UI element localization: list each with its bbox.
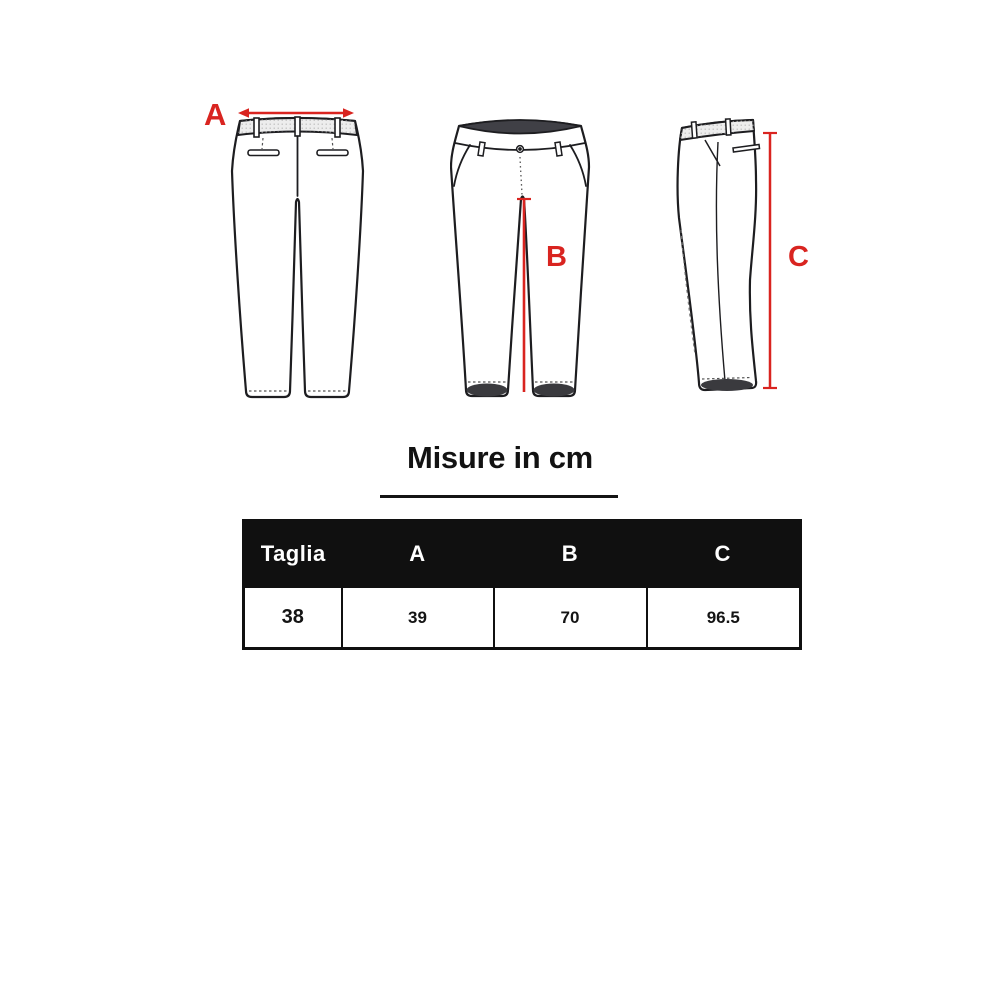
measure-label-c: C [788, 241, 809, 273]
size-table-header-taglia: Taglia [244, 521, 342, 588]
title-underline [380, 495, 618, 498]
size-table [242, 519, 802, 650]
pants-front-view-illustration [450, 95, 600, 410]
size-table-header-a: A [342, 521, 494, 588]
measure-label-a: A [204, 97, 227, 132]
measure-label-b: B [546, 241, 567, 273]
size-table-header-b: B [494, 521, 647, 588]
size-table-cell-c: 96.5 [647, 587, 801, 649]
size-table-header-c: C [647, 521, 801, 588]
measure-line-c [763, 133, 777, 388]
page-title: Misure in cm [407, 440, 593, 475]
size-table-header-row [244, 521, 801, 588]
size-table-cell-taglia: 38 [244, 587, 342, 649]
pants-back-view-illustration [225, 95, 375, 410]
table-row [244, 587, 801, 649]
size-table-cell-b: 70 [494, 587, 647, 649]
size-table-cell-a: 39 [342, 587, 494, 649]
